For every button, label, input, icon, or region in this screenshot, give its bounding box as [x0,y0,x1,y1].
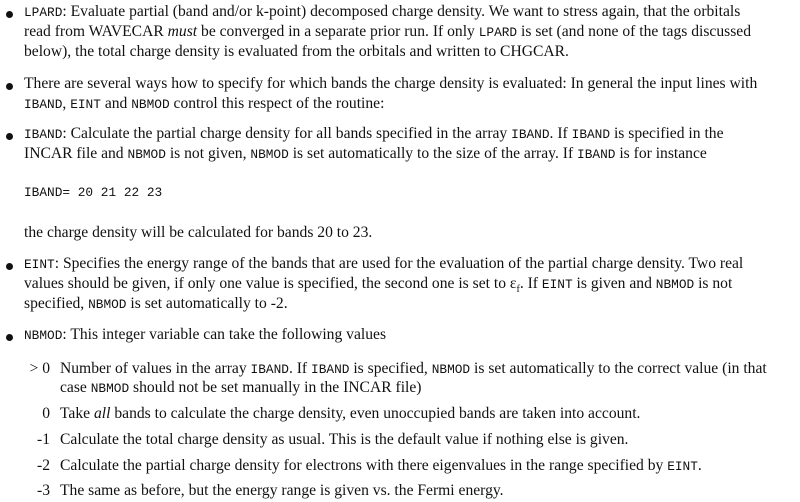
ways-line-1: There are several ways how to specify for which bands the charge density is evaluated: In general the input lines with [24,75,758,92]
ways-line-2: IBAND, EINT and NBMOD control this respect of the routine: [24,95,385,112]
value-desc: Number of values in the array IBAND. If IBAND is specified, NBMOD is set automatically to the correct value (in that [60,360,767,377]
value-key: 0 [42,405,50,422]
lpard-line-2: read from WAVECAR must be converged in a separate prior run. If only LPARD is set (and none of the tags discussed [24,23,751,40]
value-key: -1 [37,431,50,448]
nbmod-line-1: NBMOD: This integer variable can take the following values [24,326,387,343]
bullet-dot-icon [6,263,13,270]
value-desc: Take all bands to calculate the charge density, even unoccupied bands are taken into account. [60,405,641,422]
eint-line-2: values should be given, if only one value is specified, the second one is set to $\varepsilon_f$. If EINT is given and NBMOD is not [24,275,733,296]
iband-line-1: IBAND: Calculate the partial charge density for all bands specified in the array IBAND. If IBAND is specified in the [24,125,724,142]
eint-line-1: EINT: Specifies the energy range of the bands that are used for the evaluation of the partial charge density. Two real [24,255,744,272]
iband-line-2: INCAR file and NBMOD is not given, NBMOD is set automatically to the size of the array. If IBAND is for instance [24,145,707,162]
value-desc: The same as before, but the energy range is given vs. the Fermi energy. [60,482,504,499]
value-key: -2 [37,457,50,474]
iband-code-example: IBAND= 20 21 22 23 [24,185,163,200]
bullet-dot-icon [6,83,13,90]
lpard-line-1: LPARD: Evaluate partial (band and/or k-point) decomposed charge density. We want to stress again, that the orbitals [24,3,741,20]
value-desc-cont: case NBMOD should not be set manually in the INCAR file) [60,379,422,396]
value-key: > 0 [29,360,50,377]
value-desc: Calculate the total charge density as usual. This is the default value if nothing else is given. [60,431,629,448]
iband-after: the charge density will be calculated for bands 20 to 23. [24,224,373,241]
value-key: -3 [37,482,50,499]
bullet-dot-icon [6,334,13,341]
bullet-dot-icon [6,11,13,18]
eint-line-3: specified, NBMOD is set automatically to -2. [24,295,288,312]
bullet-dot-icon [6,133,13,140]
value-desc: Calculate the partial charge density for electrons with there eigenvalues in the range specified by EINT. [60,457,702,474]
lpard-line-3: below), the total charge density is evaluated from the orbitals and written to CHGCAR. [24,43,569,60]
